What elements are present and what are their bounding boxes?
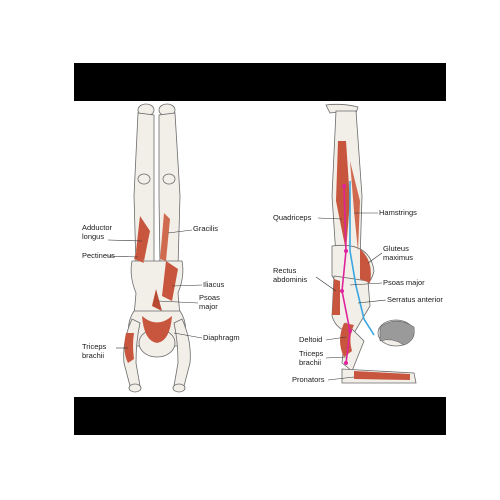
label-gluteus-line1: Gluteus (383, 244, 409, 253)
anatomy-illustration (74, 101, 446, 397)
label-rectus-line2: abdominis (273, 274, 308, 284)
label-hamstrings: Hamstrings (379, 208, 417, 217)
label-psoas-major-side: Psoas major (383, 278, 425, 287)
label-gluteus-maximus (383, 245, 413, 262)
right-knee (163, 174, 175, 184)
label-pronators: Pronators (292, 375, 325, 384)
label-psoas-line2: major (199, 301, 218, 311)
left-knee (138, 174, 150, 184)
label-serratus-anterior: Serratus anterior (387, 295, 443, 304)
left-hand (129, 384, 141, 392)
top-black-bar (74, 63, 446, 101)
label-pectineus: Pectineus (82, 251, 115, 260)
front-view-figure (124, 104, 191, 392)
label-diaphragm: Diaphragm (203, 333, 240, 342)
label-iliacus: Iliacus (203, 280, 225, 289)
right-hand (173, 384, 185, 392)
label-triceps-brachii-front (82, 343, 106, 360)
bottom-black-bar (74, 397, 446, 435)
label-triceps-brachii-side (299, 350, 323, 367)
label-gracilis: Gracilis (193, 224, 219, 233)
label-gluteus-line2: maximus (383, 252, 414, 262)
label-quadriceps: Quadriceps (273, 213, 312, 222)
label-adductor-longus (82, 224, 112, 241)
label-deltoid: Deltoid (299, 335, 323, 344)
label-adductor-line1: Adductor (82, 223, 113, 232)
label-triceps-line1: Triceps (82, 342, 107, 351)
label-psoas-line1: Psoas (199, 293, 220, 302)
label-triceps-side-line2: brachii (299, 357, 322, 367)
label-adductor-line2: longus (82, 231, 105, 241)
label-rectus-line1: Rectus (273, 266, 297, 275)
label-triceps-line2: brachii (82, 350, 105, 360)
label-triceps-side-line1: Triceps (299, 349, 324, 358)
label-rectus-abdominis (273, 267, 307, 284)
label-psoas-major-front (199, 294, 220, 311)
right-arm (174, 319, 190, 386)
